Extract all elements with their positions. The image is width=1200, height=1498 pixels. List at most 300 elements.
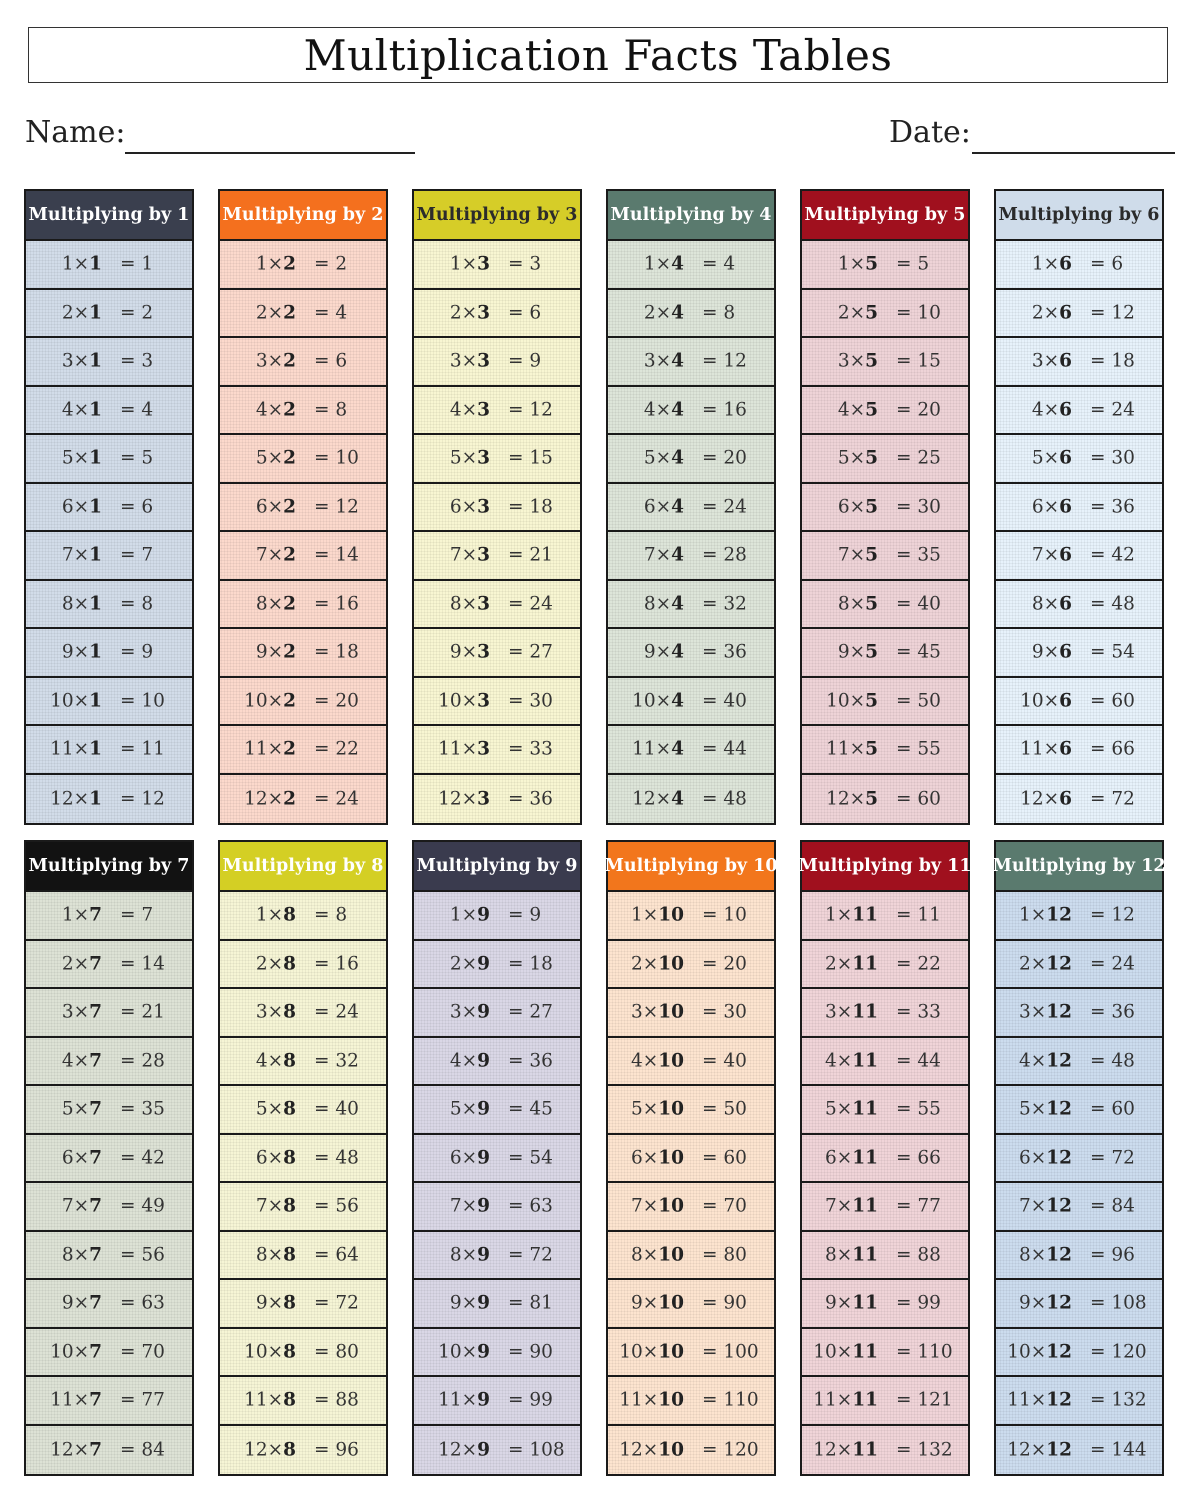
fact-expression: 10×10 (619, 1341, 684, 1363)
fact-expression: 7×1 (61, 544, 102, 566)
fact-result: = 32 (314, 1050, 359, 1072)
fact-result: = 12 (314, 496, 359, 518)
table-row (414, 989, 580, 1038)
table-row (220, 1426, 386, 1475)
table-row (26, 1135, 192, 1184)
fact-expression: 9×10 (630, 1292, 684, 1314)
fact-expression: 1×4 (643, 253, 684, 275)
multiplication-table-3 (412, 189, 582, 825)
table-row (220, 726, 386, 775)
fact-expression: 3×9 (449, 1001, 490, 1023)
fact-expression: 10×4 (632, 690, 684, 712)
fact-result: = 60 (896, 788, 941, 810)
fact-result: = 3 (508, 253, 542, 275)
fact-result: = 9 (508, 350, 542, 372)
fact-result: = 6 (314, 350, 348, 372)
fact-expression: 12×11 (813, 1439, 878, 1461)
fact-expression: 10×6 (1020, 690, 1072, 712)
date-label: Date: (889, 115, 971, 150)
fact-result: = 132 (896, 1439, 953, 1461)
table-row (26, 1280, 192, 1329)
fact-result: = 120 (702, 1439, 759, 1461)
fact-expression: 5×10 (630, 1098, 684, 1120)
fact-expression: 8×11 (824, 1244, 878, 1266)
table-row (220, 290, 386, 339)
table-row (996, 629, 1162, 678)
table-row (26, 775, 192, 824)
date-field[interactable] (972, 152, 1175, 154)
fact-result: = 6 (1090, 253, 1124, 275)
fact-expression: 6×5 (837, 496, 878, 518)
fact-expression: 3×10 (630, 1001, 684, 1023)
table-row (802, 1183, 968, 1232)
fact-expression: 2×11 (824, 953, 878, 975)
table-row (802, 1038, 968, 1087)
fact-result: = 1 (120, 253, 154, 275)
fact-result: = 24 (1090, 953, 1135, 975)
fact-expression: 6×6 (1031, 496, 1072, 518)
table-row (608, 1038, 774, 1087)
table-row (26, 678, 192, 727)
table-row (414, 1426, 580, 1475)
fact-expression: 10×11 (813, 1341, 878, 1363)
fact-result: = 100 (702, 1341, 759, 1363)
fact-result: = 18 (508, 496, 553, 518)
table-row (220, 941, 386, 990)
fact-expression: 10×3 (438, 690, 490, 712)
table-header: Multiplying by 10 (608, 842, 774, 892)
fact-result: = 30 (508, 690, 553, 712)
fact-expression: 12×10 (619, 1439, 684, 1461)
fact-expression: 4×3 (449, 399, 490, 421)
fact-expression: 11×5 (826, 738, 878, 760)
fact-expression: 12×9 (438, 1439, 490, 1461)
table-row (220, 1232, 386, 1281)
fact-result: = 18 (314, 641, 359, 663)
fact-result: = 30 (896, 496, 941, 518)
fact-result: = 15 (508, 447, 553, 469)
fact-result: = 36 (508, 788, 553, 810)
table-row (996, 338, 1162, 387)
fact-result: = 8 (120, 593, 154, 615)
fact-expression: 5×5 (837, 447, 878, 469)
fact-expression: 12×1 (50, 788, 102, 810)
table-row (996, 387, 1162, 436)
fact-expression: 5×7 (61, 1098, 102, 1120)
fact-expression: 2×10 (630, 953, 684, 975)
fact-expression: 2×2 (255, 302, 296, 324)
fact-result: = 2 (120, 302, 154, 324)
table-row (996, 1426, 1162, 1475)
table-row (220, 629, 386, 678)
fact-result: = 8 (702, 302, 736, 324)
fact-result: = 24 (1090, 399, 1135, 421)
table-row (608, 678, 774, 727)
fact-result: = 35 (896, 544, 941, 566)
fact-result: = 6 (120, 496, 154, 518)
fact-expression: 1×11 (824, 904, 878, 926)
fact-expression: 12×7 (50, 1439, 102, 1461)
table-header: Multiplying by 5 (802, 191, 968, 241)
table-row (996, 1280, 1162, 1329)
fact-result: = 63 (508, 1195, 553, 1217)
fact-expression: 8×6 (1031, 593, 1072, 615)
fact-expression: 12×5 (826, 788, 878, 810)
fact-result: = 10 (120, 690, 165, 712)
fact-result: = 4 (702, 253, 736, 275)
fact-result: = 16 (314, 593, 359, 615)
multiplication-table-7 (24, 840, 194, 1476)
table-row (608, 1086, 774, 1135)
fact-expression: 2×1 (61, 302, 102, 324)
name-field[interactable] (125, 152, 415, 154)
fact-expression: 9×1 (61, 641, 102, 663)
fact-expression: 9×11 (824, 1292, 878, 1314)
fact-result: = 72 (1090, 788, 1135, 810)
table-row (26, 484, 192, 533)
fact-result: = 21 (508, 544, 553, 566)
table-row (996, 726, 1162, 775)
fact-result: = 35 (120, 1098, 165, 1120)
fact-expression: 6×4 (643, 496, 684, 518)
table-row (802, 989, 968, 1038)
fact-result: = 54 (1090, 641, 1135, 663)
fact-expression: 7×12 (1018, 1195, 1072, 1217)
table-header: Multiplying by 11 (802, 842, 968, 892)
fact-expression: 10×1 (50, 690, 102, 712)
table-row (802, 775, 968, 824)
multiplication-table-10 (606, 840, 776, 1476)
fact-result: = 77 (120, 1389, 165, 1411)
table-row (996, 1232, 1162, 1281)
table-row (996, 581, 1162, 630)
fact-expression: 3×12 (1018, 1001, 1072, 1023)
fact-expression: 6×10 (630, 1147, 684, 1169)
fact-result: = 20 (702, 447, 747, 469)
table-header: Multiplying by 6 (996, 191, 1162, 241)
table-row (26, 941, 192, 990)
fact-expression: 7×7 (61, 1195, 102, 1217)
fact-expression: 7×3 (449, 544, 490, 566)
fact-expression: 4×4 (643, 399, 684, 421)
fact-expression: 8×3 (449, 593, 490, 615)
fact-result: = 84 (1090, 1195, 1135, 1217)
table-row (608, 1183, 774, 1232)
fact-expression: 2×7 (61, 953, 102, 975)
fact-expression: 11×9 (438, 1389, 490, 1411)
table-row (608, 581, 774, 630)
fact-result: = 66 (896, 1147, 941, 1169)
table-row (414, 290, 580, 339)
fact-expression: 9×8 (255, 1292, 296, 1314)
fact-result: = 70 (702, 1195, 747, 1217)
fact-result: = 72 (508, 1244, 553, 1266)
table-row (220, 1038, 386, 1087)
table-row (26, 1329, 192, 1378)
table-row (996, 1329, 1162, 1378)
fact-result: = 36 (702, 641, 747, 663)
fact-expression: 8×7 (61, 1244, 102, 1266)
table-row (802, 726, 968, 775)
fact-expression: 9×9 (449, 1292, 490, 1314)
fact-result: = 30 (702, 1001, 747, 1023)
fact-result: = 81 (508, 1292, 553, 1314)
fact-result: = 20 (702, 953, 747, 975)
fact-result: = 28 (120, 1050, 165, 1072)
table-row (414, 435, 580, 484)
fact-result: = 40 (896, 593, 941, 615)
fact-expression: 6×3 (449, 496, 490, 518)
multiplication-table-8 (218, 840, 388, 1476)
table-row (26, 241, 192, 290)
table-row (414, 581, 580, 630)
table-row (220, 484, 386, 533)
table-row (802, 1280, 968, 1329)
fact-result: = 90 (508, 1341, 553, 1363)
table-header: Multiplying by 9 (414, 842, 580, 892)
table-row (608, 290, 774, 339)
fact-expression: 12×12 (1007, 1439, 1072, 1461)
table-row (996, 678, 1162, 727)
table-row (608, 892, 774, 941)
fact-expression: 8×2 (255, 593, 296, 615)
fact-expression: 2×6 (1031, 302, 1072, 324)
fact-result: = 121 (896, 1389, 953, 1411)
fact-expression: 10×12 (1007, 1341, 1072, 1363)
fact-result: = 5 (120, 447, 154, 469)
fact-result: = 24 (314, 788, 359, 810)
fact-result: = 49 (120, 1195, 165, 1217)
fact-result: = 99 (896, 1292, 941, 1314)
table-row (26, 892, 192, 941)
multiplication-table-4 (606, 189, 776, 825)
fact-result: = 55 (896, 738, 941, 760)
table-row (26, 290, 192, 339)
fact-result: = 60 (1090, 690, 1135, 712)
table-row (220, 435, 386, 484)
fact-result: = 88 (896, 1244, 941, 1266)
fact-expression: 7×4 (643, 544, 684, 566)
table-row (414, 241, 580, 290)
fact-expression: 2×4 (643, 302, 684, 324)
table-row (608, 941, 774, 990)
fact-result: = 25 (896, 447, 941, 469)
fact-result: = 96 (314, 1439, 359, 1461)
fact-expression: 10×2 (244, 690, 296, 712)
table-row (996, 989, 1162, 1038)
fact-expression: 5×1 (61, 447, 102, 469)
table-row (802, 941, 968, 990)
table-row (220, 1135, 386, 1184)
fact-expression: 10×9 (438, 1341, 490, 1363)
table-row (26, 338, 192, 387)
fact-expression: 10×7 (50, 1341, 102, 1363)
fact-result: = 36 (1090, 1001, 1135, 1023)
fact-expression: 11×3 (438, 738, 490, 760)
fact-result: = 60 (702, 1147, 747, 1169)
table-row (608, 989, 774, 1038)
fact-result: = 50 (896, 690, 941, 712)
fact-result: = 96 (1090, 1244, 1135, 1266)
fact-result: = 56 (120, 1244, 165, 1266)
fact-expression: 3×4 (643, 350, 684, 372)
fact-result: = 11 (120, 738, 165, 760)
fact-result: = 15 (896, 350, 941, 372)
table-row (608, 241, 774, 290)
fact-result: = 90 (702, 1292, 747, 1314)
fact-result: = 18 (508, 953, 553, 975)
table-row (220, 678, 386, 727)
fact-expression: 2×5 (837, 302, 878, 324)
fact-result: = 84 (120, 1439, 165, 1461)
fact-expression: 9×5 (837, 641, 878, 663)
table-row (996, 941, 1162, 990)
fact-result: = 7 (120, 544, 154, 566)
fact-result: = 16 (314, 953, 359, 975)
table-row (220, 581, 386, 630)
fact-expression: 6×11 (824, 1147, 878, 1169)
fact-expression: 6×7 (61, 1147, 102, 1169)
table-header: Multiplying by 1 (26, 191, 192, 241)
table-row (608, 1280, 774, 1329)
multiplication-table-12 (994, 840, 1164, 1476)
fact-expression: 1×9 (449, 904, 490, 926)
table-row (26, 629, 192, 678)
fact-expression: 4×2 (255, 399, 296, 421)
fact-result: = 110 (896, 1341, 953, 1363)
table-row (414, 338, 580, 387)
fact-result: = 27 (508, 641, 553, 663)
table-header: Multiplying by 7 (26, 842, 192, 892)
fact-expression: 9×7 (61, 1292, 102, 1314)
fact-expression: 7×11 (824, 1195, 878, 1217)
table-row (996, 1135, 1162, 1184)
fact-result: = 5 (896, 253, 930, 275)
fact-result: = 42 (120, 1147, 165, 1169)
multiplication-table-2 (218, 189, 388, 825)
table-row (26, 726, 192, 775)
table-row (414, 1135, 580, 1184)
table-row (414, 1086, 580, 1135)
table-header: Multiplying by 8 (220, 842, 386, 892)
fact-result: = 63 (120, 1292, 165, 1314)
fact-result: = 24 (314, 1001, 359, 1023)
table-row (608, 1377, 774, 1426)
table-row (608, 387, 774, 436)
page-title: Multiplication Facts Tables (28, 27, 1168, 83)
table-row (26, 1086, 192, 1135)
table-row (414, 941, 580, 990)
fact-result: = 56 (314, 1195, 359, 1217)
fact-result: = 50 (702, 1098, 747, 1120)
table-row (26, 1377, 192, 1426)
multiplication-table-1 (24, 189, 194, 825)
fact-expression: 5×8 (255, 1098, 296, 1120)
table-row (608, 726, 774, 775)
fact-expression: 11×10 (619, 1389, 684, 1411)
table-row (802, 241, 968, 290)
fact-expression: 1×10 (630, 904, 684, 926)
table-row (414, 532, 580, 581)
fact-expression: 10×5 (826, 690, 878, 712)
name-label: Name: (25, 115, 126, 150)
fact-expression: 3×8 (255, 1001, 296, 1023)
table-row (220, 532, 386, 581)
fact-expression: 4×5 (837, 399, 878, 421)
fact-expression: 9×3 (449, 641, 490, 663)
fact-expression: 5×2 (255, 447, 296, 469)
fact-expression: 1×12 (1018, 904, 1072, 926)
fact-result: = 18 (1090, 350, 1135, 372)
table-row (608, 629, 774, 678)
table-row (996, 532, 1162, 581)
table-row (608, 1135, 774, 1184)
fact-result: = 11 (896, 904, 941, 926)
fact-expression: 6×9 (449, 1147, 490, 1169)
multiplication-table-5 (800, 189, 970, 825)
table-row (26, 435, 192, 484)
fact-result: = 33 (508, 738, 553, 760)
fact-expression: 4×8 (255, 1050, 296, 1072)
fact-expression: 2×9 (449, 953, 490, 975)
table-row (802, 1377, 968, 1426)
fact-result: = 42 (1090, 544, 1135, 566)
fact-result: = 72 (1090, 1147, 1135, 1169)
table-row (996, 1183, 1162, 1232)
fact-expression: 1×1 (61, 253, 102, 275)
fact-expression: 8×8 (255, 1244, 296, 1266)
table-row (220, 892, 386, 941)
fact-expression: 11×12 (1007, 1389, 1072, 1411)
fact-expression: 3×3 (449, 350, 490, 372)
fact-result: = 88 (314, 1389, 359, 1411)
fact-result: = 12 (508, 399, 553, 421)
table-row (26, 1183, 192, 1232)
fact-expression: 7×5 (837, 544, 878, 566)
table-row (802, 484, 968, 533)
fact-result: = 108 (508, 1439, 565, 1461)
table-row (26, 581, 192, 630)
fact-result: = 30 (1090, 447, 1135, 469)
fact-result: = 132 (1090, 1389, 1147, 1411)
fact-expression: 5×11 (824, 1098, 878, 1120)
table-row (608, 532, 774, 581)
table-row (996, 1038, 1162, 1087)
table-row (414, 1280, 580, 1329)
table-row (414, 484, 580, 533)
table-row (802, 338, 968, 387)
multiplication-table-6 (994, 189, 1164, 825)
fact-expression: 8×1 (61, 593, 102, 615)
fact-result: = 72 (314, 1292, 359, 1314)
fact-result: = 10 (314, 447, 359, 469)
table-row (220, 775, 386, 824)
fact-result: = 40 (702, 690, 747, 712)
table-row (802, 1232, 968, 1281)
fact-result: = 8 (314, 399, 348, 421)
table-row (996, 892, 1162, 941)
table-row (220, 1329, 386, 1378)
fact-expression: 3×5 (837, 350, 878, 372)
fact-result: = 9 (120, 641, 154, 663)
table-row (802, 387, 968, 436)
table-row (220, 387, 386, 436)
fact-expression: 11×2 (244, 738, 296, 760)
table-row (802, 1135, 968, 1184)
table-row (996, 775, 1162, 824)
fact-result: = 2 (314, 253, 348, 275)
fact-result: = 60 (1090, 1098, 1135, 1120)
